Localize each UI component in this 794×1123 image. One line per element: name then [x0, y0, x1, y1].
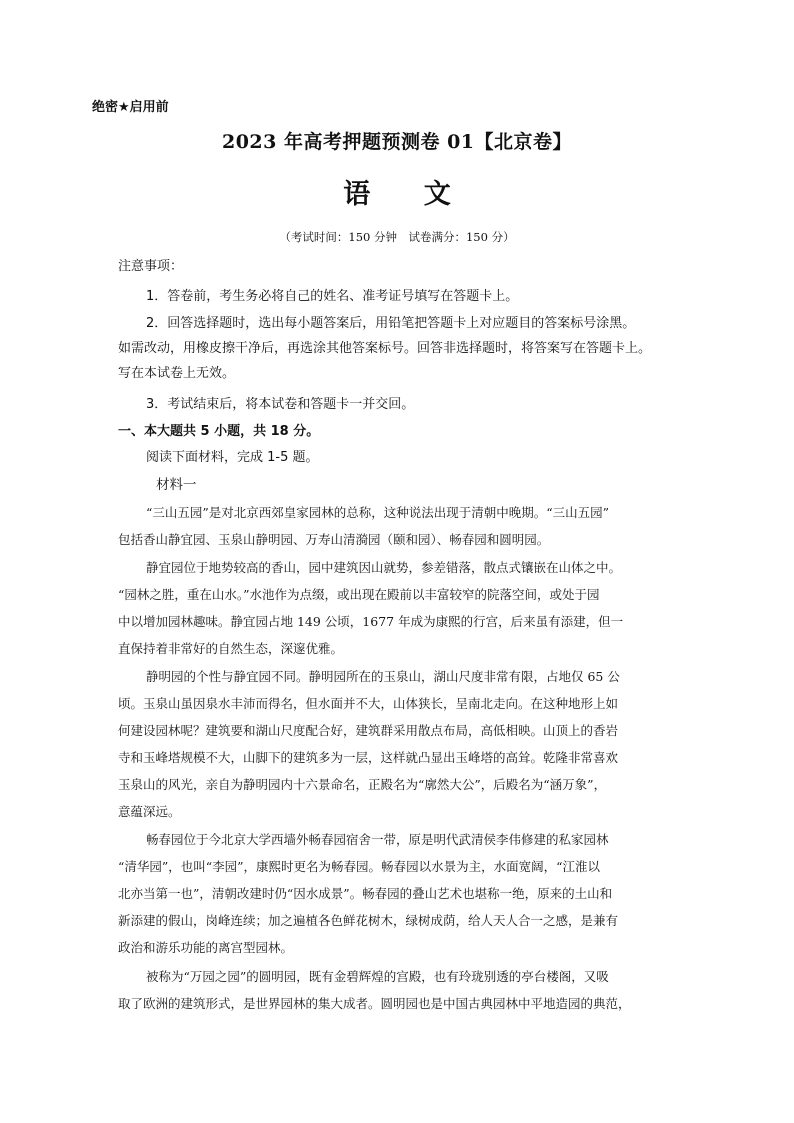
subject-title: 语 文 [343, 179, 473, 210]
section-instruction: 阅读下面材料，完成 1-5 题。 [146, 450, 319, 465]
passage-line: 被称为“万园之园”的圆明园，既有金碧辉煌的宫殿，也有玲珑别透的亭台楼阁，又吸 [146, 969, 609, 984]
exam-info: （考试时间：150 分钟 试卷满分：150 分） [279, 230, 515, 244]
passage-line: “园林之胜，重在山水。”水池作为点缀，或出现在殿前以丰富较窄的院落空间，或处于园 [118, 587, 600, 602]
secret-label: 绝密★启用前 [92, 100, 169, 115]
passage-line: 静宜园位于地势较高的香山，园中建筑因山就势，参差错落，散点式镶嵌在山体之中。 [146, 560, 622, 575]
passage-line: 意蕴深远。 [118, 804, 181, 819]
passage-line: 取了欧洲的建筑形式，是世界园林的集大成者。圆明园也是中国古典园林中平地造园的典范， [118, 996, 631, 1011]
passage-line: 寺和玉峰塔规模不大，山脚下的建筑多为一层，这样就凸显出玉峰塔的高耸。乾隆非常喜欢 [118, 750, 619, 765]
exam-title: 2023 年高考押题预测卷 01【北京卷】 [221, 131, 573, 153]
passage-line: 畅春园位于今北京大学西墙外畅春园宿舍一带，原是明代武清侯李伟修建的私家园林 [146, 832, 609, 847]
notice-heading: 注意事项： [118, 259, 184, 274]
passage-line: 政治和游乐功能的离宫型园林。 [118, 940, 294, 955]
notice-line: 如需改动，用橡皮擦干净后，再选涂其他答案标号。回答非选择题时，将答案写在答题卡上。 [118, 341, 652, 356]
notice-line: 1．答卷前，考生务必将自己的姓名、准考证号填写在答题卡上。 [146, 289, 519, 304]
section-heading: 一、本大题共 5 小题，共 18 分。 [118, 424, 320, 439]
passage-line: 新添建的假山，岗峰连续；加之遍植各色鲜花树木，绿树成荫，给人天人合一之感，是兼有 [118, 913, 619, 928]
passage-line: 顷。玉泉山虽因泉水丰沛而得名，但水面并不大，山体狭长，呈南北走向。在这种地形上如 [118, 696, 619, 711]
notice-line: 2．回答选择题时，选出每小题答案后，用铅笔把答题卡上对应题目的答案标号涂黑。 [146, 316, 636, 331]
passage-line: “清华园”，也叫“李园”，康熙时更名为畅春园。畅春园以水景为主，水面宽阔，“江淮以 [118, 859, 600, 874]
passage-line: 直保持着非常好的自然生态，深邃优雅。 [118, 641, 344, 656]
notice-line: 写在本试卷上无效。 [118, 366, 236, 381]
notice-line: 3．考试结束后，将本试卷和答题卡一并交回。 [146, 397, 415, 412]
passage-line: 包括香山静宜园、玉泉山静明园、万寿山清漪园（颐和园）、畅春园和圆明园。 [118, 532, 550, 547]
passage-line: 北亦当第一也”，清朝改建时仍“因水成景”。畅春园的叠山艺术也堪称一绝，原来的土山和 [118, 886, 613, 901]
material-label: 材料一 [156, 477, 197, 493]
passage-line: 玉泉山的风光，亲自为静明园内十六景命名，正殿名为“廓然大公”，后殿名为“涵万象”， [118, 777, 607, 792]
passage-line: 静明园的个性与静宜园不同。静明园所在的玉泉山，湖山尺度非常有限，占地仅 65 公 [146, 669, 620, 684]
passage-line: 何建设园林呢？建筑要和湖山尺度配合好，建筑群采用散点布局，高低相映。山顶上的香岩 [118, 723, 619, 738]
passage-line: 中以增加园林趣味。静宜园占地 149 公顷，1677 年成为康熙的行宫，后来虽有添建，但一 [118, 614, 624, 629]
passage-line: “三山五园”是对北京西郊皇家园林的总称，这种说法出现于清朝中晚期。“三山五园” [146, 505, 610, 520]
